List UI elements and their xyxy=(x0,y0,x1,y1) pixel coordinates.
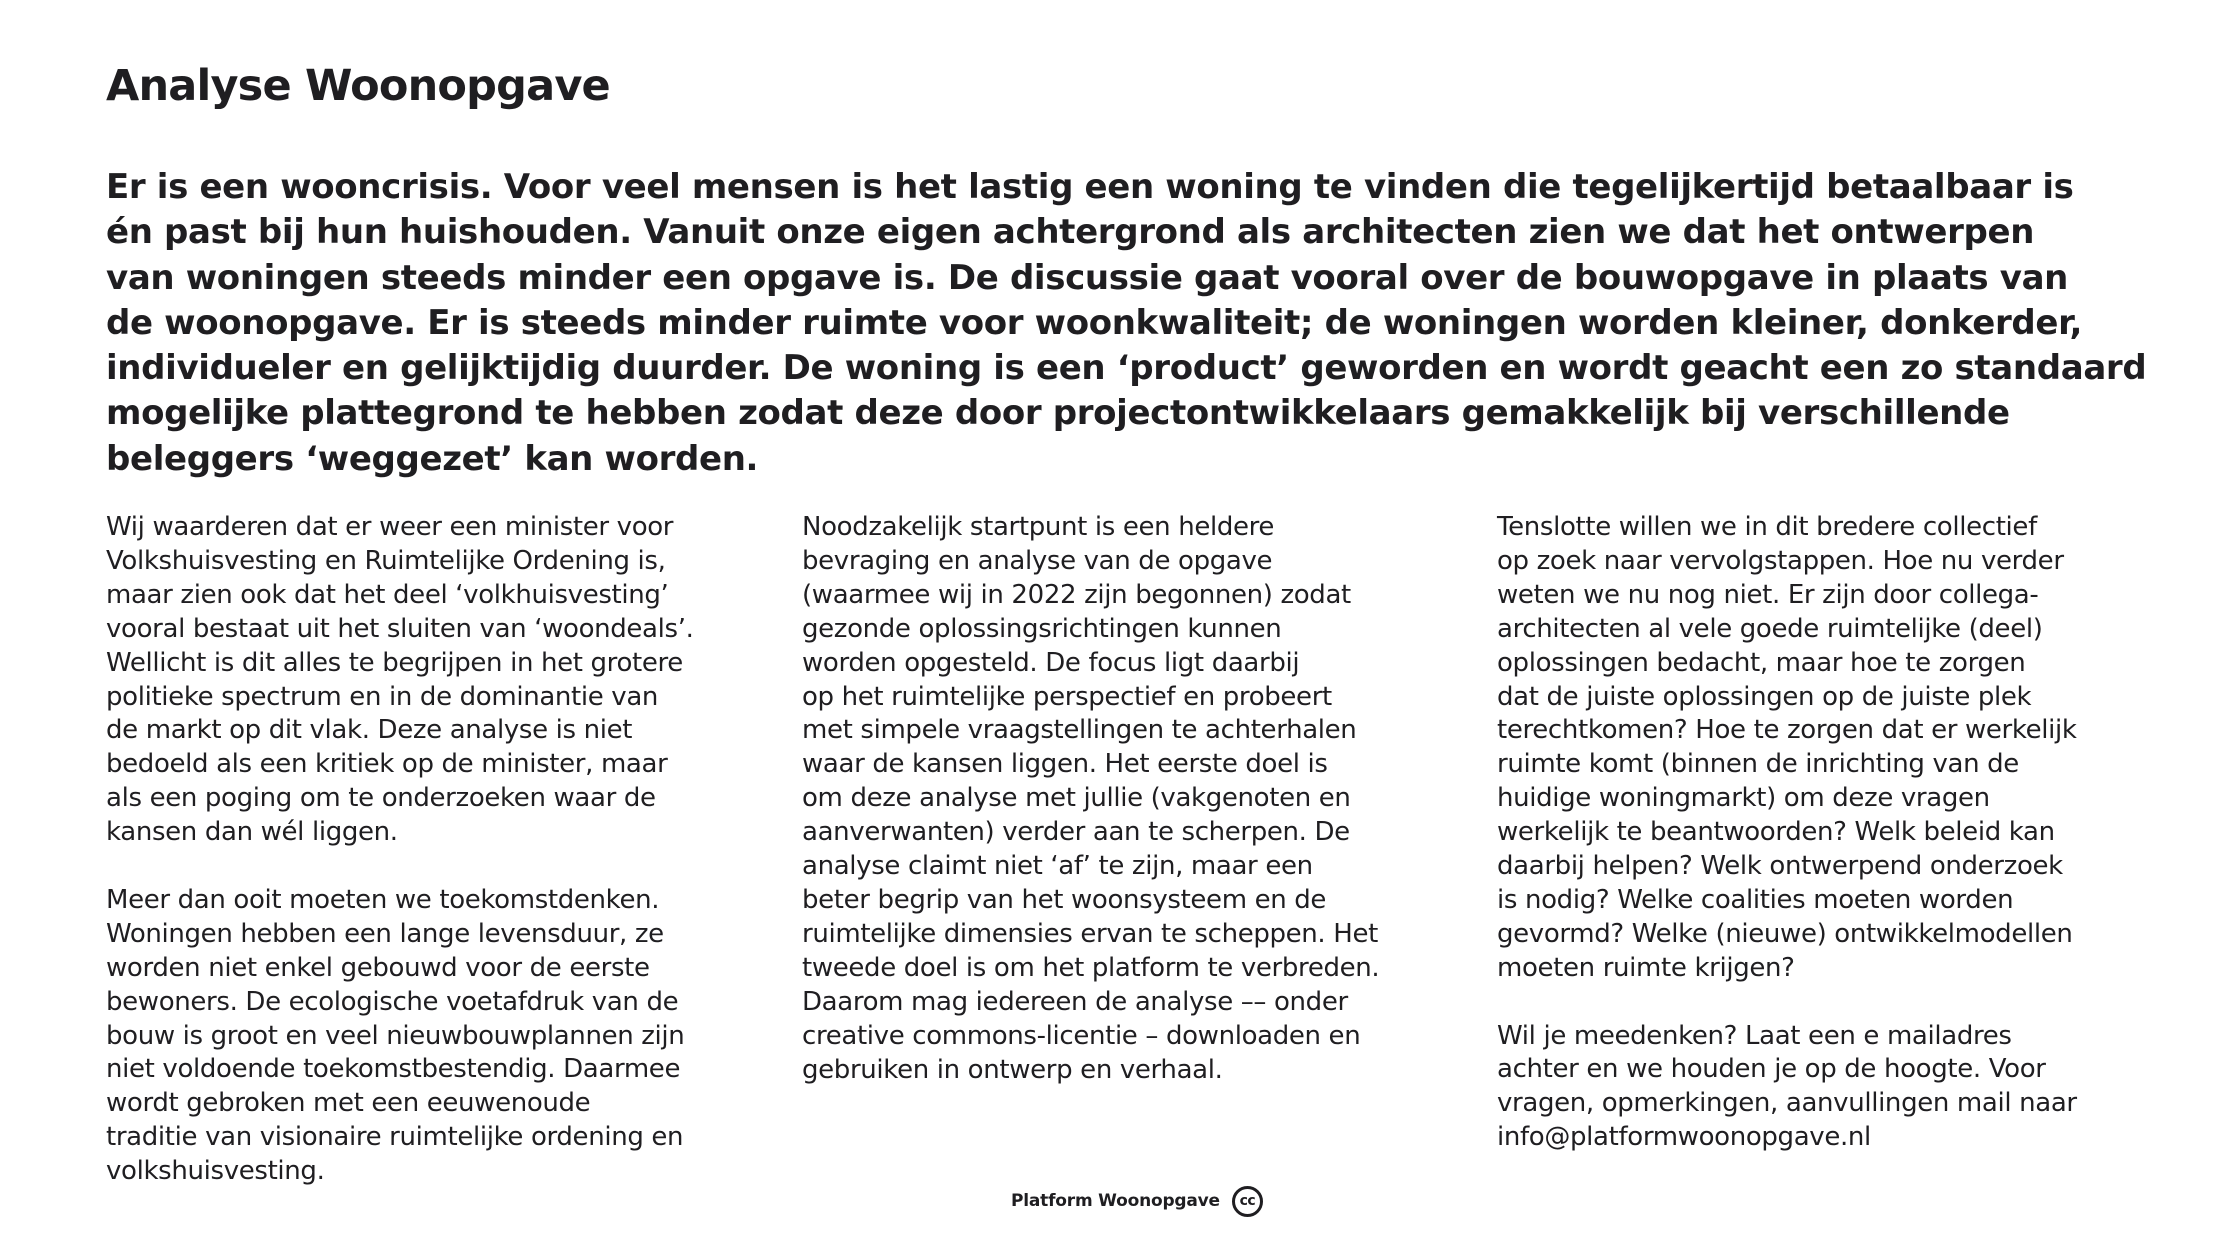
text-line: vooral bestaat uit het sluiten van ‘woondeals’. xyxy=(106,613,694,644)
text-line: achter en we houden je op de hoogte. Voor xyxy=(1497,1054,2046,1085)
text-line: worden niet enkel gebouwd voor de eerste xyxy=(106,952,650,983)
intro-paragraph xyxy=(106,165,2147,482)
text-line: bewoners. De ecologische voetafdruk van de xyxy=(106,986,679,1017)
text-line: de markt op dit vlak. Deze analyse is niet xyxy=(106,715,633,746)
text-line: Meer dan ooit moeten we toekomstdenken. xyxy=(106,884,660,915)
text-line: dat de juiste oplossingen op de juiste plek xyxy=(1497,681,2032,712)
email-address: info@platformwoonopgave.nl xyxy=(1497,1122,1871,1153)
text-line: kansen dan wél liggen. xyxy=(106,817,398,848)
intro-line: de woonopgave. Er is steeds minder ruimte voor woonkwaliteit; de woningen worden kleiner, donkerder, xyxy=(106,302,2083,343)
text-line: Noodzakelijk startpunt is een heldere xyxy=(802,512,1275,542)
text-line: analyse claimt niet ‘af’ te zijn, maar een xyxy=(802,851,1313,882)
text-line: Wij waarderen dat er weer een minister voor xyxy=(106,512,674,542)
text-line: om deze analyse met jullie (vakgenoten en xyxy=(802,783,1351,814)
text-line: bouw is groot en veel nieuwbouwplannen zijn xyxy=(106,1020,685,1051)
text-line: aanverwanten) verder aan te scherpen. De xyxy=(802,817,1350,848)
paragraph-minister xyxy=(106,511,766,850)
text-line: werkelijk te beantwoorden? Welk beleid kan xyxy=(1497,817,2055,848)
text-line: Woningen hebben een lange levensduur, ze xyxy=(106,918,664,949)
intro-line: én past bij hun huishouden. Vanuit onze eigen achtergrond als architecten zien we dat het ontwerpen xyxy=(106,212,2035,253)
text-line: architecten al vele goede ruimtelijke (deel) xyxy=(1497,613,2043,644)
text-line: daarbij helpen? Welk ontwerpend onderzoek xyxy=(1497,851,2063,882)
text-line: waar de kansen liggen. Het eerste doel is xyxy=(802,749,1328,780)
paragraph-meedenken xyxy=(1497,1020,2157,1156)
footer-brand-label: Platform Woonopgave xyxy=(1011,1191,1220,1211)
text-line: gevormd? Welke (nieuwe) ontwikkelmodellen xyxy=(1497,918,2073,949)
text-line: traditie van visionaire ruimtelijke ordening en xyxy=(106,1122,684,1153)
intro-line: beleggers ‘weggezet’ kan worden. xyxy=(106,438,759,479)
footer xyxy=(1011,1183,1263,1219)
text-line: beter begrip van het woonsysteem en de xyxy=(802,884,1327,915)
text-line: moeten ruimte krijgen? xyxy=(1497,952,1795,983)
text-line: niet voldoende toekomstbestendig. Daarmee xyxy=(106,1054,681,1085)
text-line: (waarmee wij in 2022 zijn begonnen) zodat xyxy=(802,579,1351,610)
text-line: Tenslotte willen we in dit bredere collectief xyxy=(1497,512,2037,542)
text-column-1 xyxy=(106,511,766,1189)
text-line: Volkshuisvesting en Ruimtelijke Ordening is, xyxy=(106,545,666,576)
intro-line: van woningen steeds minder een opgave is. De discussie gaat vooral over de bouwopgave in plaats van xyxy=(106,257,2069,298)
intro-line: Er is een wooncrisis. Voor veel mensen is het lastig een woning te vinden die tegelijkertijd betaalbaar is xyxy=(106,167,2074,207)
text-column-3 xyxy=(1497,511,2157,1155)
intro-line: individueler en gelijktijdig duurder. De woning is een ‘product’ geworden en wordt geacht een zo standaard xyxy=(106,348,2147,389)
page-title: Analyse Woonopgave xyxy=(106,61,610,111)
text-line: gezonde oplossingsrichtingen kunnen xyxy=(802,613,1282,644)
text-line: maar zien ook dat het deel ‘volkhuisvesting’ xyxy=(106,579,669,610)
text-line: ruimtelijke dimensies ervan te scheppen. Het xyxy=(802,918,1378,949)
text-line: oplossingen bedacht, maar hoe te zorgen xyxy=(1497,647,2026,678)
text-line: vragen, opmerkingen, aanvullingen mail naar xyxy=(1497,1088,2077,1119)
text-line: wordt gebroken met een eeuwenoude xyxy=(106,1088,591,1119)
text-column-2 xyxy=(802,511,1462,1087)
creative-commons-icon: cc xyxy=(1232,1186,1263,1217)
text-line: bevraging en analyse van de opgave xyxy=(802,545,1273,576)
paragraph-vervolgstappen xyxy=(1497,511,2157,986)
text-line: bedoeld als een kritiek op de minister, maar xyxy=(106,749,668,780)
text-line: Wil je meedenken? Laat een e mailadres xyxy=(1497,1020,2012,1051)
text-line: tweede doel is om het platform te verbreden. xyxy=(802,952,1380,983)
text-line: ruimte komt (binnen de inrichting van de xyxy=(1497,749,2019,780)
text-line: gebruiken in ontwerp en verhaal. xyxy=(802,1054,1223,1085)
text-line: worden opgesteld. De focus ligt daarbij xyxy=(802,647,1300,678)
text-line: als een poging om te onderzoeken waar de xyxy=(106,783,656,814)
text-line: weten we nu nog niet. Er zijn door collega- xyxy=(1497,579,2039,610)
text-line: politieke spectrum en in de dominantie van xyxy=(106,681,659,712)
text-line: terechtkomen? Hoe te zorgen dat er werkelijk xyxy=(1497,715,2077,746)
text-line: met simpele vraagstellingen te achterhalen xyxy=(802,715,1357,746)
text-line: huidige woningmarkt) om deze vragen xyxy=(1497,783,1990,814)
intro-line: mogelijke plattegrond te hebben zodat deze door projectontwikkelaars gemakkelijk bij verschillende xyxy=(106,393,2010,434)
text-line: Daarom mag iedereen de analyse –– onder xyxy=(802,986,1348,1017)
text-line: is nodig? Welke coalities moeten worden xyxy=(1497,884,2014,915)
text-line: creative commons-licentie – downloaden en xyxy=(802,1020,1361,1051)
paragraph-startpunt xyxy=(802,511,1462,1087)
text-line: op zoek naar vervolgstappen. Hoe nu verder xyxy=(1497,545,2064,576)
paragraph-toekomst xyxy=(106,884,766,1189)
text-line: op het ruimtelijke perspectief en probeert xyxy=(802,681,1332,712)
text-line: Wellicht is dit alles te begrijpen in het grotere xyxy=(106,647,683,678)
text-line: volkshuisvesting. xyxy=(106,1156,325,1187)
